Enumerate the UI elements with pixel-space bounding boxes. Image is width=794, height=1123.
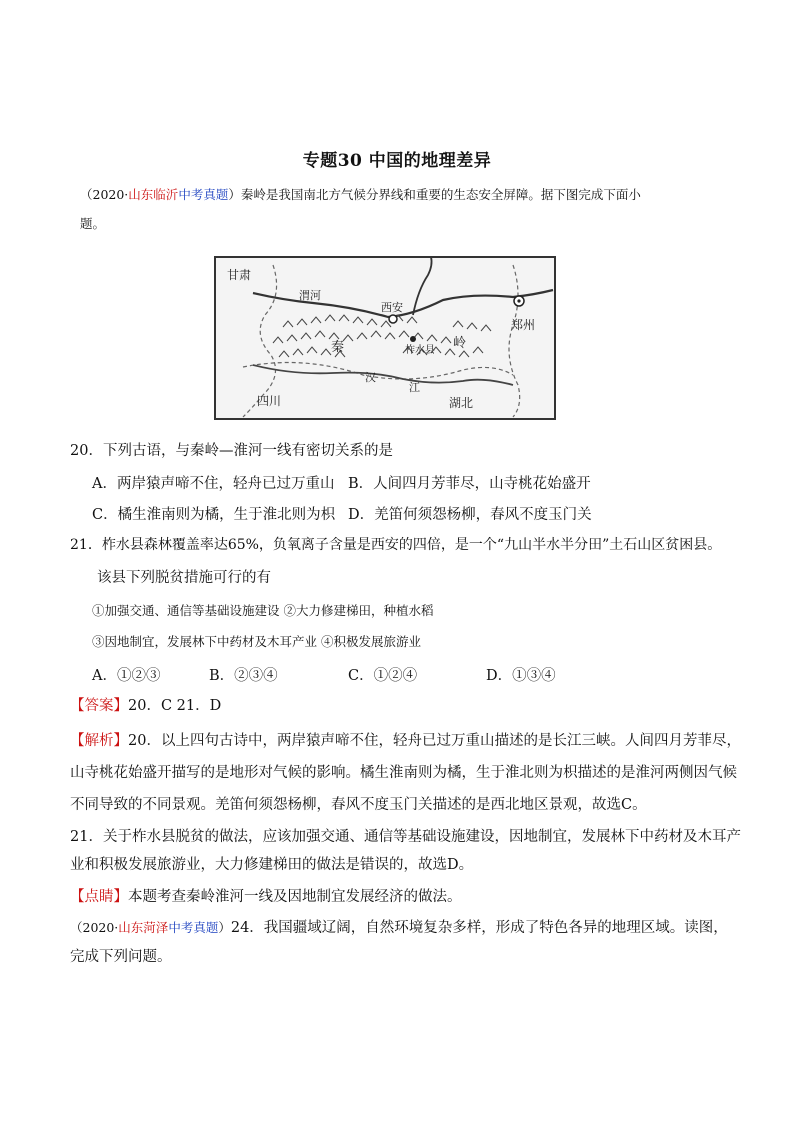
q20-option-a: A．两岸猿声啼不住，轻舟已过万重山: [92, 476, 335, 492]
analysis-line-5: 业和积极发展旅游业，大力修建梯田的做法是错误的，故选D。: [70, 857, 474, 873]
page-title: 专题30 中国的地理差异: [302, 151, 492, 171]
label-ling: 岭: [453, 335, 467, 350]
q21-option-a: A．①②③: [92, 668, 161, 684]
label-hubei: 湖北: [449, 396, 474, 410]
q24-source-open: （2020·: [70, 920, 119, 935]
comment-text: 本题考查秦岭淮河一线及因地制宜发展经济的做法。: [128, 889, 462, 905]
analysis-text-1: 20．以上四句古诗中，两岸猿声啼不住，轻舟已过万重山描述的是长江三峡。人间四月芳菲尽，: [128, 733, 741, 749]
intro-text: 秦岭是我国南北方气候分界线和重要的生态安全屏障。据下图完成下面小: [240, 187, 641, 202]
q24-source-region: 山东菏泽: [118, 920, 169, 935]
q20-stem: 20．下列古语，与秦岭—淮河一线有密切关系的是: [70, 443, 393, 459]
comment-label: 【点睛】: [70, 889, 128, 905]
answer-text: 20．C 21．D: [128, 698, 222, 714]
analysis-label: 【解析】: [70, 733, 128, 749]
q21-stem: 21．柞水县森林覆盖率达65%，负氧离子含量是西安的四倍，是一个“九山半水半分田”土石山区贫困县。: [70, 537, 722, 553]
q20-option-b: B．人间四月芳菲尽，山寺桃花始盛开: [348, 476, 591, 492]
q21-stem-2: 该县下列脱贫措施可行的有: [97, 570, 271, 586]
label-zhengzhou: 郑州: [511, 318, 536, 332]
q21-option-d: D．①③④: [486, 668, 556, 684]
label-gansu: 甘肃: [227, 268, 252, 282]
answer-line: [70, 696, 221, 716]
answer-label: 【答案】: [70, 698, 128, 714]
q24-source-exam: 中考真题: [168, 920, 219, 935]
q21-measures-1: ①加强交通、通信等基础设施建设 ②大力修建梯田，种植水稻: [92, 603, 434, 618]
analysis-line-2: 山寺桃花始盛开描写的是地形对气候的影响。橘生淮南则为橘，生于淮北则为枳描述的是淮河两侧因气候: [70, 765, 737, 781]
q24-line-2: 完成下列问题。: [70, 949, 172, 965]
label-sichuan: 四川: [257, 394, 282, 408]
q20-option-d: D．羌笛何须怨杨柳，春风不度玉门关: [348, 507, 592, 523]
label-xian: 西安: [381, 302, 403, 314]
analysis-line-4: 21．关于柞水县脱贫的做法，应该加强交通、通信等基础设施建设，因地制宜，发展林下中药材及木耳产: [70, 829, 741, 845]
comment-line: [70, 887, 462, 907]
q24-source-close: ）: [218, 920, 231, 935]
analysis-line-1: [70, 731, 741, 751]
q24-line-1: [70, 918, 728, 938]
label-weihe: 渭河: [299, 290, 321, 302]
analysis-line-3: 不同导致的不同景观。羌笛何须怨杨柳，春风不度玉门关描述的是西北地区景观，故选C。: [70, 797, 647, 813]
label-zhashui: 柞水县: [405, 345, 435, 356]
source-open: （2020·: [80, 187, 129, 202]
source-close: ）: [228, 187, 241, 202]
question-intro-line-1: [80, 185, 641, 205]
q24-text-1: 24．我国疆域辽阔，自然环境复杂多样，形成了特色各异的地理区域。读图，: [230, 920, 728, 936]
label-jiang: 江: [409, 382, 420, 394]
label-qin: 秦: [331, 339, 345, 354]
q21-option-c: C．①②④: [348, 668, 418, 684]
q21-option-b: B．②③④: [209, 668, 278, 684]
source-region: 山东临沂: [128, 187, 179, 202]
qinling-map: [213, 255, 557, 421]
question-intro-line-2: 题。: [80, 216, 106, 231]
q20-option-c: C．橘生淮南则为橘，生于淮北则为枳: [92, 507, 336, 523]
label-han: 汉: [365, 372, 376, 384]
q21-measures-2: ③因地制宜，发展林下中药材及木耳产业 ④积极发展旅游业: [92, 634, 421, 649]
source-exam: 中考真题: [178, 187, 229, 202]
